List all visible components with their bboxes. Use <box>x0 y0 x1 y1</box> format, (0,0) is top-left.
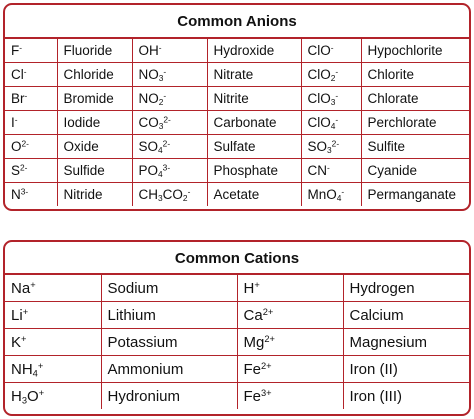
formula-base: ClO <box>307 91 331 106</box>
formula-base: Na <box>11 279 31 297</box>
ion-name: Oxide <box>57 135 132 159</box>
ion-formula <box>237 275 343 302</box>
ion-name: Calcium <box>343 302 469 329</box>
formula-charge: - <box>335 90 339 101</box>
formula-charge: 2- <box>21 138 29 149</box>
formula-charge: 2+ <box>261 360 272 371</box>
formula-base: CN <box>307 163 327 178</box>
ion-formula <box>5 302 101 329</box>
formula-base: NO <box>138 67 159 82</box>
formula-charge: 2+ <box>262 306 274 317</box>
ion-formula <box>5 39 57 63</box>
formula-charge: 2- <box>331 138 340 149</box>
ion-name: Sulfate <box>207 135 301 159</box>
formula-subscript: 4 <box>158 145 163 156</box>
formula-base: NH <box>11 360 33 378</box>
formula-charge: + <box>21 333 27 344</box>
formula-charge: 3+ <box>261 387 272 398</box>
ion-formula <box>132 39 207 63</box>
formula-subscript: 4 <box>336 193 342 204</box>
ion-name: Phosphate <box>207 159 301 183</box>
formula-base: Fe <box>243 360 262 378</box>
ion-formula <box>132 87 207 111</box>
ion-name: Nitrate <box>207 63 301 87</box>
ion-formula <box>5 111 57 135</box>
formula-subscript: 3 <box>21 394 28 405</box>
ion-name: Hydronium <box>101 383 237 410</box>
table-row <box>5 39 469 63</box>
ion-name: Iron (II) <box>343 356 469 383</box>
formula-charge: + <box>37 360 44 371</box>
formula-base: K <box>11 333 22 351</box>
formula-base: CO <box>162 187 183 202</box>
formula-base: O <box>11 139 22 154</box>
ion-formula <box>132 111 207 135</box>
ion-formula <box>5 159 57 183</box>
table-row <box>5 302 469 329</box>
formula-base: Ca <box>243 306 263 324</box>
formula-base: CO <box>138 115 159 130</box>
formula-charge: 2- <box>163 114 171 125</box>
formula-charge: - <box>14 114 18 125</box>
table-row <box>5 111 469 135</box>
formula-base: SO <box>307 139 328 154</box>
ion-formula <box>301 87 361 111</box>
anions-table <box>5 39 469 206</box>
ion-name: Chlorite <box>361 63 469 87</box>
formula-base: Br <box>11 91 25 106</box>
ion-formula <box>301 159 361 183</box>
ion-name: Carbonate <box>207 111 301 135</box>
formula-subscript: 4 <box>330 121 336 132</box>
formula-base: S <box>11 163 21 178</box>
formula-charge: - <box>335 66 339 77</box>
ion-formula <box>237 302 343 329</box>
formula-subscript: 4 <box>32 367 38 378</box>
table-row <box>5 135 469 159</box>
formula-charge: + <box>38 387 45 398</box>
ion-name: Iodide <box>57 111 132 135</box>
ion-formula <box>5 329 101 356</box>
ion-formula <box>237 383 343 410</box>
formula-charge: - <box>19 42 23 53</box>
ion-name: Chlorate <box>361 87 469 111</box>
ion-formula <box>5 63 57 87</box>
formula-charge: - <box>158 42 162 53</box>
formula-subscript: 3 <box>158 73 164 84</box>
ion-formula <box>5 356 101 383</box>
formula-charge: - <box>163 90 167 101</box>
formula-base: CH <box>138 187 158 202</box>
ion-name: Sulfite <box>361 135 469 159</box>
table-row <box>5 159 469 183</box>
formula-base: Li <box>11 306 23 324</box>
formula-base: H <box>243 279 255 297</box>
formula-charge: - <box>163 66 167 77</box>
formula-base: OH <box>138 43 159 58</box>
ion-name: Nitrite <box>207 87 301 111</box>
ion-name: Cyanide <box>361 159 469 183</box>
formula-subscript: 3 <box>330 97 336 108</box>
ion-name: Hydrogen <box>343 275 469 302</box>
formula-subscript: 2 <box>330 73 336 84</box>
ion-name: Hypochlorite <box>361 39 469 63</box>
cations-panel <box>3 240 471 416</box>
formula-base: PO <box>138 163 159 178</box>
table-row <box>5 183 469 207</box>
formula-base: NO <box>138 91 159 106</box>
formula-base: F <box>11 43 20 58</box>
ion-formula <box>237 356 343 383</box>
ion-formula <box>5 275 101 302</box>
ion-name: Fluoride <box>57 39 132 63</box>
table-row <box>5 356 469 383</box>
formula-charge: - <box>341 186 345 197</box>
formula-subscript: 2 <box>158 97 164 108</box>
ion-formula <box>132 63 207 87</box>
ion-name: Sulfide <box>57 159 132 183</box>
formula-base: O <box>27 387 39 405</box>
formula-base: ClO <box>307 67 331 82</box>
ion-name: Hydroxide <box>207 39 301 63</box>
formula-subscript: 3 <box>158 193 163 204</box>
formula-subscript: 4 <box>158 169 163 180</box>
formula-base: ClO <box>307 115 331 130</box>
formula-charge: - <box>187 186 191 197</box>
formula-base: H <box>11 387 22 405</box>
ion-formula <box>132 159 207 183</box>
formula-base: ClO <box>307 43 331 58</box>
ion-formula <box>5 135 57 159</box>
formula-base: Fe <box>243 387 262 405</box>
ion-formula <box>301 39 361 63</box>
cations-table <box>5 275 469 409</box>
formula-charge: - <box>23 66 27 77</box>
formula-charge: - <box>330 42 334 53</box>
ion-formula <box>132 183 207 207</box>
formula-base: Mg <box>243 333 265 351</box>
table-row <box>5 63 469 87</box>
formula-base: I <box>11 115 15 130</box>
ion-name: Magnesium <box>343 329 469 356</box>
ion-name: Potassium <box>101 329 237 356</box>
ion-name: Lithium <box>101 302 237 329</box>
formula-charge: - <box>24 90 28 101</box>
ion-name: Ammonium <box>101 356 237 383</box>
formula-subscript: 3 <box>327 145 332 156</box>
ion-name: Permanganate <box>361 183 469 207</box>
ion-formula <box>132 135 207 159</box>
formula-base: MnO <box>307 187 337 202</box>
ion-formula <box>301 183 361 207</box>
formula-charge: + <box>22 306 29 317</box>
table-row <box>5 275 469 302</box>
ion-formula <box>5 383 101 410</box>
table-row <box>5 329 469 356</box>
ion-name: Acetate <box>207 183 301 207</box>
anions-panel <box>3 3 471 211</box>
ion-name: Chloride <box>57 63 132 87</box>
formula-base: N <box>11 187 21 202</box>
ion-formula <box>237 329 343 356</box>
formula-charge: + <box>254 279 260 290</box>
cations-title: Common Cations <box>5 242 469 275</box>
ion-formula <box>301 111 361 135</box>
formula-subscript: 2 <box>182 193 188 204</box>
formula-charge: - <box>327 162 330 173</box>
formula-base: SO <box>138 139 159 154</box>
ion-name: Nitride <box>57 183 132 207</box>
ion-name: Perchlorate <box>361 111 469 135</box>
ion-formula <box>301 63 361 87</box>
formula-charge: + <box>30 279 36 290</box>
formula-charge: 2+ <box>264 333 275 344</box>
ion-name: Sodium <box>101 275 237 302</box>
formula-base: Cl <box>11 67 24 82</box>
ion-name: Iron (III) <box>343 383 469 410</box>
ion-formula <box>5 183 57 207</box>
ion-name: Bromide <box>57 87 132 111</box>
formula-charge: 3- <box>20 186 29 197</box>
formula-charge: 2- <box>20 162 28 173</box>
table-row <box>5 383 469 410</box>
formula-charge: 2- <box>162 138 171 149</box>
ion-formula <box>5 87 57 111</box>
formula-subscript: 3 <box>158 121 164 132</box>
ion-formula <box>301 135 361 159</box>
table-row <box>5 87 469 111</box>
formula-charge: 3- <box>162 162 171 173</box>
formula-charge: - <box>335 114 339 125</box>
anions-title: Common Anions <box>5 5 469 39</box>
